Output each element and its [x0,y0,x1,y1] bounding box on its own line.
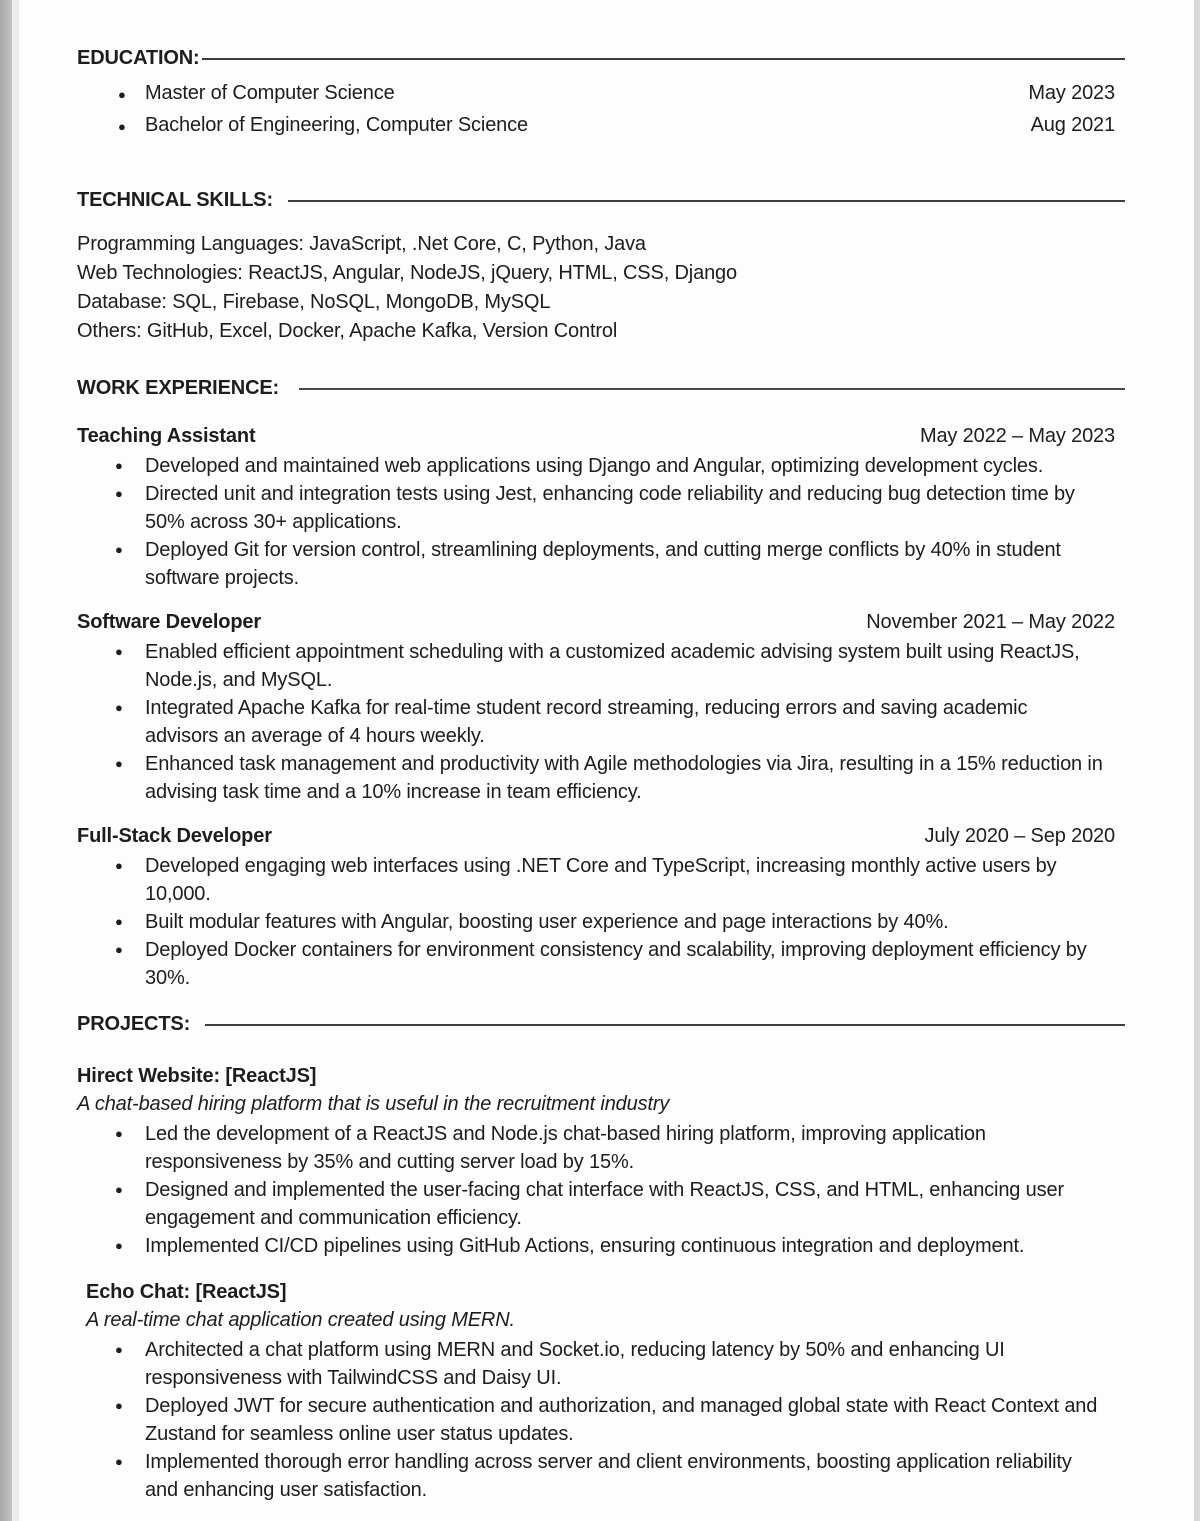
degree-label: Bachelor of Engineering, Computer Science [145,114,528,136]
job-bullet: ● Developed engaging web interfaces using .NET Core and TypeScript, increasing monthly active users by 10,000. [145,852,1103,908]
job-bullet: ● Deployed Git for version control, streamlining deployments, and cutting merge conflicts by 40% in student software projects. [145,536,1103,592]
education-list [77,78,1125,142]
project-bullet: ● Architected a chat platform using MERN and Socket.io, reducing latency by 50% and enhancing UI responsiveness with TailwindCSS and Daisy UI. [145,1336,1103,1392]
job-header [77,608,1125,636]
project-bullet-list [77,1336,1103,1504]
job-bullet: ● Directed unit and integration tests using Jest, enhancing code reliability and reducing bug detection time by 50% across 30+ applications. [145,480,1103,536]
job-bullet: ● Deployed Docker containers for environment consistency and scalability, improving deployment efficiency by 30%. [145,936,1103,992]
section-header-education [77,44,1125,72]
job-title: Software Developer [77,611,262,633]
job-dates: November 2021 – May 2022 [866,611,1115,633]
project-bullet: ● Implemented CI/CD pipelines using GitHub Actions, ensuring continuous integration and deployment. [145,1232,1103,1260]
section-title: WORK EXPERIENCE: [77,377,280,399]
job-header [77,422,1125,450]
job-bullet-list [77,452,1103,592]
skills-line: Others: GitHub, Excel, Docker, Apache Kafka, Version Control [77,320,618,342]
project-subtitle: A real-time chat application created using MERN. [86,1309,515,1331]
job-dates: May 2022 – May 2023 [919,425,1115,447]
section-title: TECHNICAL SKILLS: [77,189,273,211]
job-bullet: ● Developed and maintained web applications using Django and Angular, optimizing development cycles. [145,452,1103,480]
job-title: Full-Stack Developer [77,825,272,847]
job-header [77,822,1125,850]
education-item [77,110,1125,142]
section-rule [202,58,1125,60]
project-bullet: ● Designed and implemented the user-facing chat interface with ReactJS, CSS, and HTML, enhancing user engagement and communication efficiency. [145,1176,1103,1232]
skills-line: Database: SQL, Firebase, NoSQL, MongoDB, MySQL [77,291,551,313]
job-bullet: ● Enhanced task management and productivity with Agile methodologies via Jira, resulting in a 15% reduction in advising task time and a 10% increase in team efficiency. [145,750,1103,806]
scan-left-edge [0,0,12,1521]
job-bullet: ● Enabled efficient appointment scheduling with a customized academic advising system built using ReactJS, Node.js, and MySQL. [145,638,1103,694]
project-name: Echo Chat: [ReactJS] [86,1281,287,1303]
project-subtitle: A chat-based hiring platform that is useful in the recruitment industry [77,1093,670,1115]
section-title: PROJECTS: [77,1013,191,1035]
job-title: Teaching Assistant [77,425,256,447]
job-bullet-list [77,638,1103,806]
scan-left-edge-fade [12,0,19,1521]
education-item [77,78,1125,110]
job-bullet: ● Built modular features with Angular, boosting user experience and page interactions by 40%. [145,908,1103,936]
section-title: EDUCATION: [77,47,200,69]
job-bullet-list [77,852,1103,992]
skills-line: Programming Languages: JavaScript, .Net Core, C, Python, Java [77,233,646,255]
education-date: Aug 2021 [1030,114,1115,136]
job-bullet: ● Integrated Apache Kafka for real-time student record streaming, reducing errors and saving academic advisors an average of 4 hours weekly. [145,694,1103,750]
section-header-work-experience [77,374,1125,402]
project-bullet: ● Deployed JWT for secure authentication and authorization, and managed global state with React Context and Zustand for seamless online user status updates. [145,1392,1103,1448]
project-name: Hirect Website: [ReactJS] [77,1065,317,1087]
section-rule [205,1024,1125,1026]
education-date: May 2023 [1028,82,1115,104]
project-bullet: ● Implemented thorough error handling across server and client environments, boosting application reliability and enhancing user satisfaction. [145,1448,1103,1504]
project-bullet-list [77,1120,1103,1260]
section-rule [299,388,1125,390]
section-header-technical-skills [77,186,1125,214]
job-dates: July 2020 – Sep 2020 [924,825,1115,847]
bullet-icon: ● [118,87,126,102]
skills-line: Web Technologies: ReactJS, Angular, NodeJS, jQuery, HTML, CSS, Django [77,262,737,284]
resume-page [77,0,1125,1504]
degree-label: Master of Computer Science [145,82,395,104]
project-bullet: ● Led the development of a ReactJS and Node.js chat-based hiring platform, improving application responsiveness by 35% and cutting server load by 15%. [145,1120,1103,1176]
bullet-icon: ● [118,119,126,134]
scan-right-edge [1194,0,1200,1521]
section-header-projects [77,1010,1125,1038]
section-rule [288,200,1125,202]
skills-block [77,230,1125,346]
